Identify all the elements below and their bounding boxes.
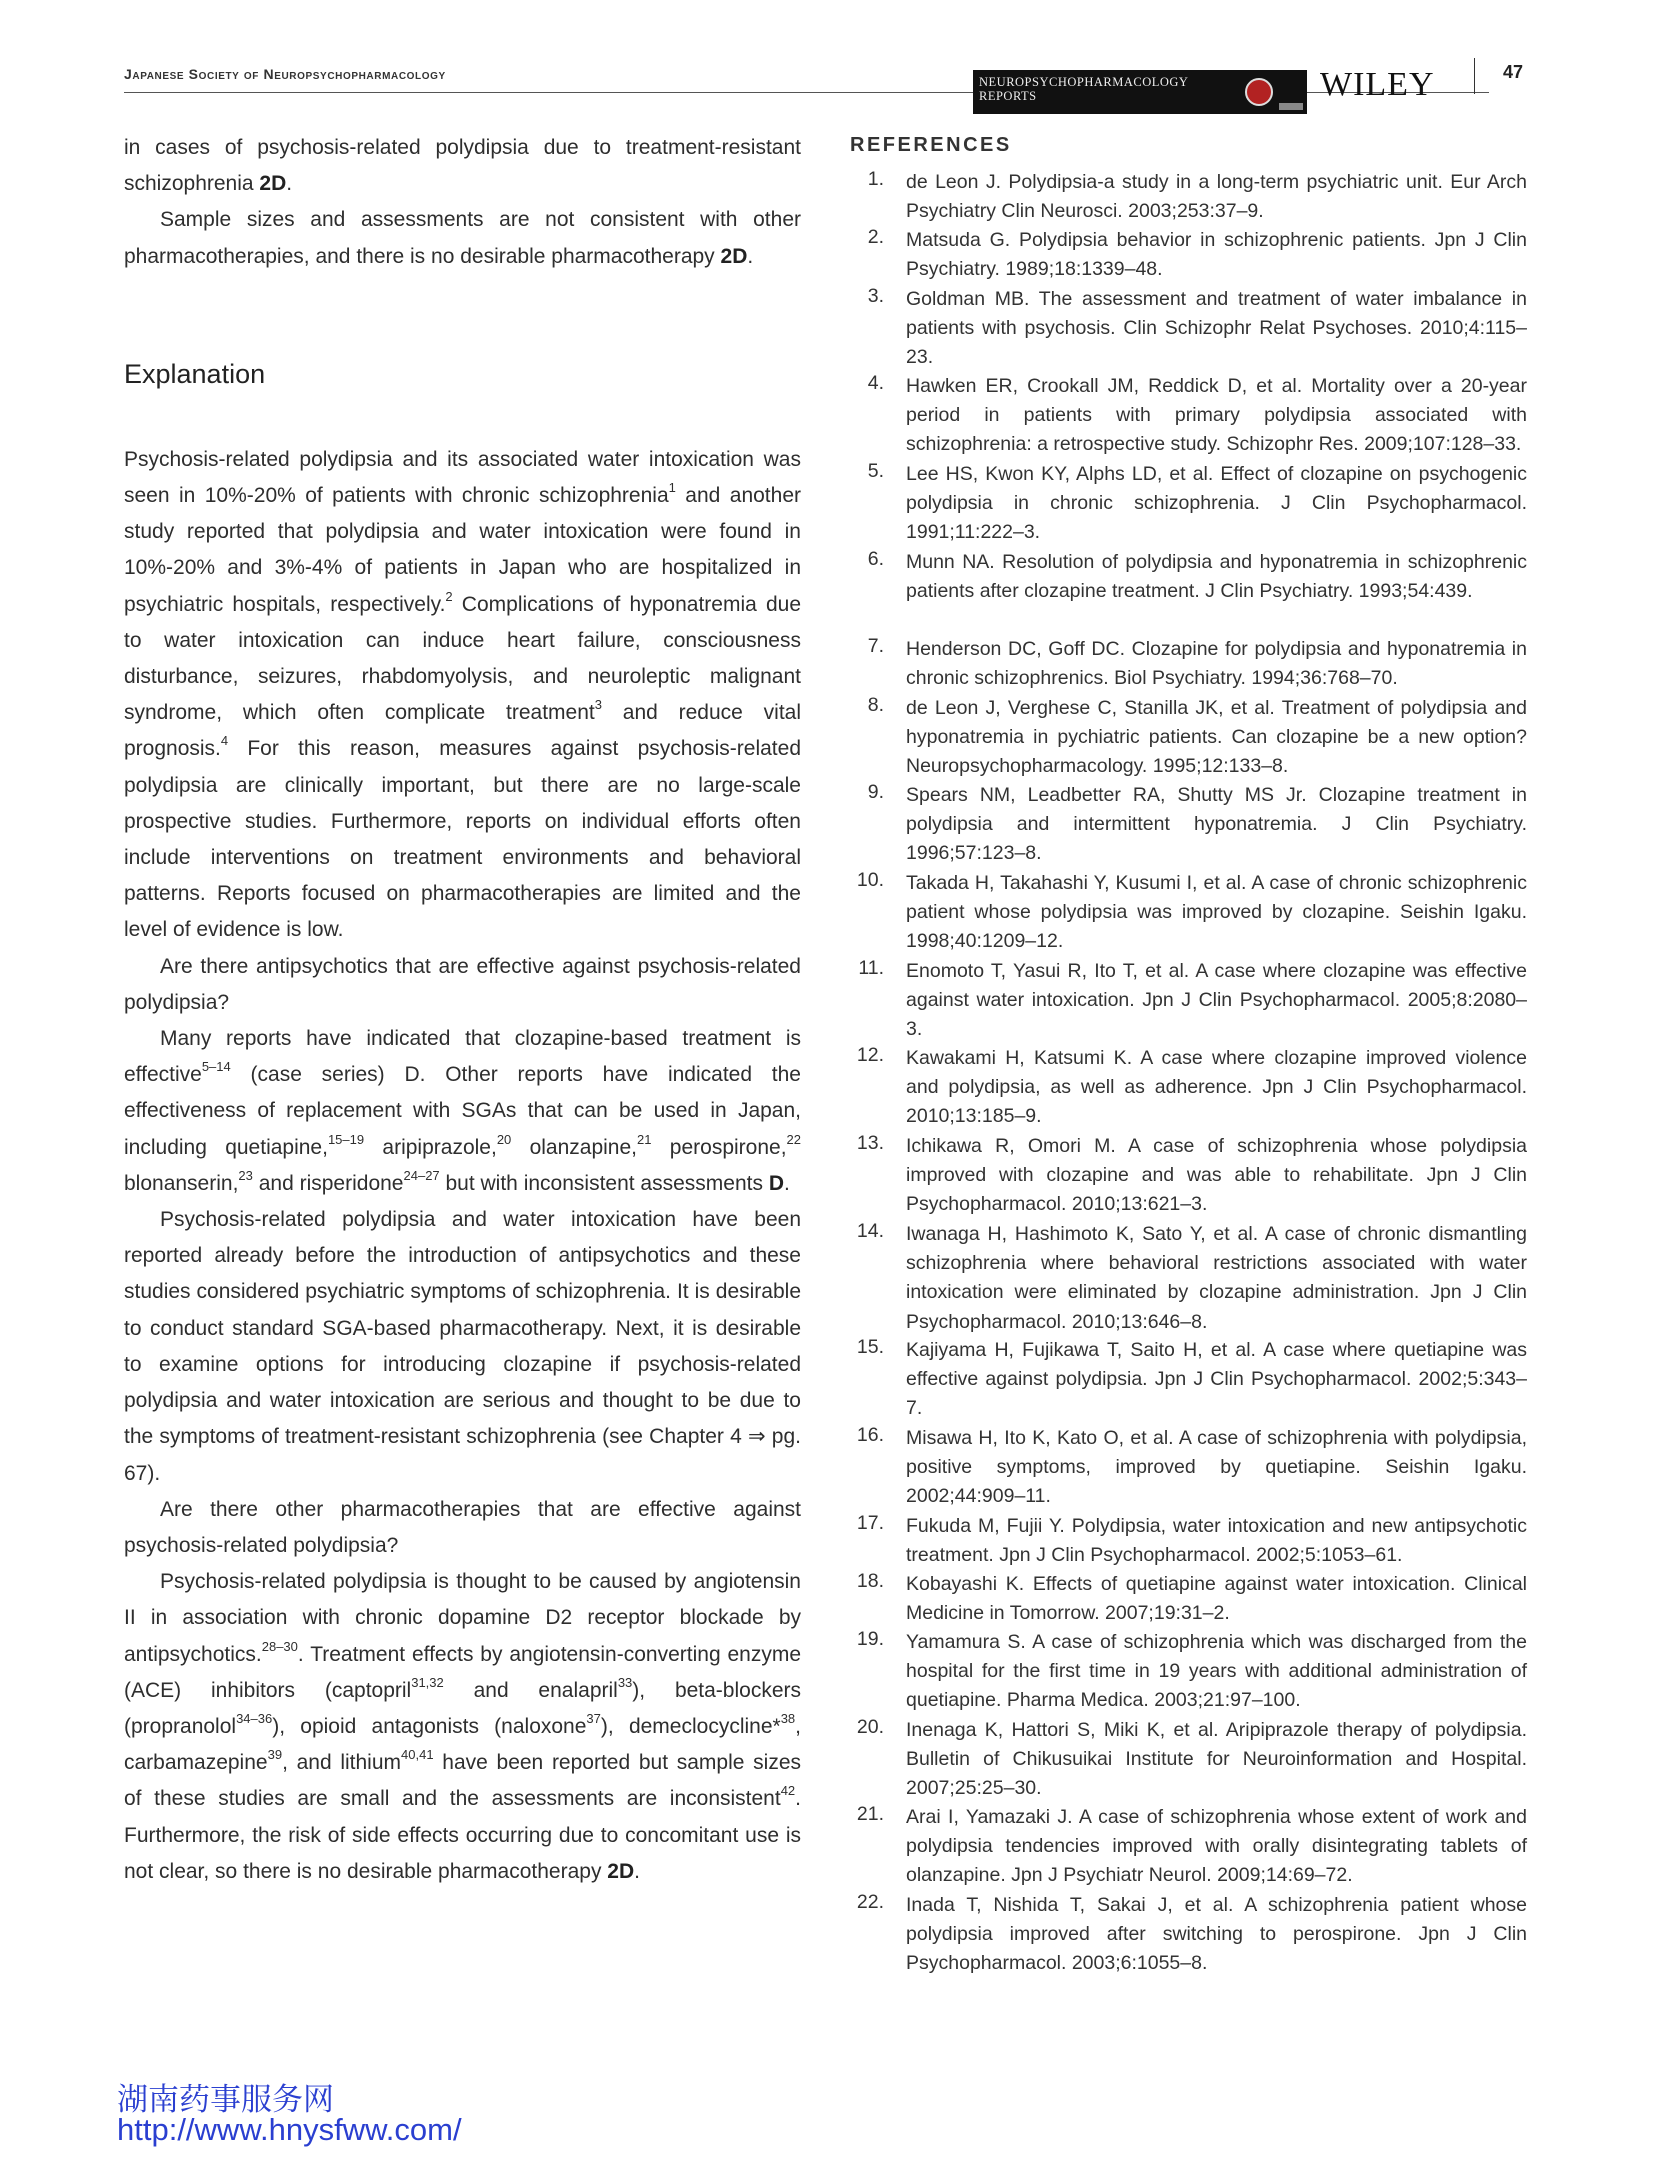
paragraph-explanation-3: Psychosis-related polydipsia and water intoxication have been reported already before the introduction of antipsychotics and these studies considered psychiatric symptoms of schizophrenia. It is desirable to conduct standard SGA-based pharmacotherapy. Next, it is desirable to examine options for introducing clozapine if psychosis-related polydipsia and water intoxication are serious and thought to be due to the symptoms of treatment-resistant schizophrenia (see Chapter 4 ⇒ pg. 67). bbox=[124, 1208, 801, 1485]
reference-text: Iwanaga H, Hashimoto K, Sato Y, et al. A case of chronic dismantling schizophrenia where behavioral restrictions associated with water intoxication were eliminated by clozapine administration. Jpn J Clin Psychopharmacol. 2010;13:646–8. bbox=[906, 1223, 1527, 1333]
citation: 39 bbox=[267, 1747, 283, 1763]
reference-text: Inenaga K, Hattori S, Miki K, et al. Aripiprazole therapy of polydipsia. Bulletin of Chikusuikai Institute for Neuroinformation and Hospital. 2007;25:25–30. bbox=[906, 1719, 1527, 1800]
page-number-divider bbox=[1474, 58, 1475, 94]
reference-number: 8. bbox=[867, 694, 884, 716]
reference-number: 21. bbox=[856, 1803, 884, 1825]
reference-text: Lee HS, Kwon KY, Alphs LD, et al. Effect of clozapine on psychogenic polydipsia in chronic schizophrenia. J Clin Psychopharmacol. 1991;11:222–3. bbox=[906, 463, 1527, 544]
journal-name-line1: NEUROPSYCHOPHARMACOLOGY bbox=[979, 75, 1189, 89]
citation: 1 bbox=[668, 480, 676, 496]
evidence-grade: 2D bbox=[720, 244, 748, 268]
journal-logo bbox=[973, 70, 1307, 114]
reference-number: 9. bbox=[867, 781, 884, 803]
reference-number: 10. bbox=[856, 869, 884, 891]
reference-text: Fukuda M, Fujii Y. Polydipsia, water intoxication and new antipsychotic treatment. Jpn J Clin Psychopharmacol. 2002;5:1053–61. bbox=[906, 1515, 1527, 1567]
reference-text: Takada H, Takahashi Y, Kusumi I, et al. A case of chronic schizophrenic patient whose polydipsia was improved by clozapine. Seishin Igaku. 1998;40:1209–12. bbox=[906, 872, 1527, 953]
evidence-grade: 2D bbox=[607, 1859, 635, 1883]
reference-number: 3. bbox=[867, 285, 884, 307]
citation: 5–14 bbox=[201, 1059, 231, 1075]
paragraph-explanation-2: Many reports have indicated that clozapine-based treatment is effective$^{5-14}$ (case series) D. Other reports have indicated the effectiveness of replacement with SGAs that can be used in Japan, including quetiapine,$^{15-19}$ aripiprazole,$^{20}$ olanzapine,$^{21}$ perospirone,$^{22}$ blonanserin,$^{23}$ and risperidone$^{24-27}$ but with inconsistent assessments D. bbox=[124, 1027, 801, 1195]
question-antipsychotics: Are there antipsychotics that are effective against psychosis-related polydipsia? bbox=[124, 954, 801, 1014]
journal-name-line2: REPORTS bbox=[979, 89, 1037, 103]
reference-text: Kajiyama H, Fujikawa T, Saito H, et al. A case where quetiapine was effective against polydipsia. Jpn J Clin Psychopharmacol. 2002;5:343–7. bbox=[906, 1339, 1527, 1420]
watermark-url-link[interactable]: http://www.hnysfww.com/ bbox=[117, 2112, 462, 2147]
paragraph-intro-2: Sample sizes and assessments are not consistent with other pharmacotherapies, and there is no desirable pharmacotherapy 2D. bbox=[124, 208, 801, 268]
section-heading-explanation: Explanation bbox=[124, 358, 266, 389]
reference-text: Inada T, Nishida T, Sakai J, et al. A schizophrenia patient whose polydipsia improved after switching to perospirone. Jpn J Clin Psychopharmacol. 2003;6:1055–8. bbox=[906, 1894, 1527, 1975]
reference-number: 11. bbox=[858, 957, 884, 979]
citation: 22 bbox=[786, 1131, 801, 1147]
citation: 37 bbox=[586, 1710, 601, 1726]
reference-text: Enomoto T, Yasui R, Ito T, et al. A case where clozapine was effective against water intoxication. Jpn J Clin Psychopharmacol. 2005;8:2080–3. bbox=[906, 960, 1527, 1041]
journal-tag-icon bbox=[1279, 103, 1303, 110]
citation: 3 bbox=[594, 697, 602, 713]
reference-text: Spears NM, Leadbetter RA, Shutty MS Jr. Clozapine treatment in polydipsia and intermittent hyponatremia. J Clin Psychiatry. 1996;57:123–8. bbox=[906, 784, 1527, 865]
reference-number: 22. bbox=[856, 1891, 884, 1913]
reference-number: 1. bbox=[867, 168, 884, 190]
left-column bbox=[124, 130, 801, 1890]
reference-number: 7. bbox=[867, 635, 884, 657]
reference-number: 14. bbox=[856, 1220, 884, 1242]
reference-number: 15. bbox=[856, 1336, 884, 1358]
running-header-society: Japanese Society of Neuropsychopharmacology bbox=[124, 66, 446, 82]
paragraph-explanation-4: Psychosis-related polydipsia is thought to be caused by angiotensin II in association with chronic dopamine D2 receptor blockade by antipsychotics.$^{28-30}$. Treatment effects by angiotensin-converting enzyme (ACE) inhibitors (captopril$^{31,32}$ and enalapril$^{33}$), beta-blockers (propranolol$^{34-36}$), opioid antagonists (naloxone$^{37}$), demeclocycline*$^{38}$, carbamazepine$^{39}$, and lithium$^{40,41}$ have been reported but sample sizes of these studies are small and the assessments are inconsistent$^{42}$. Furthermore, the risk of side effects occurring due to concomitant use is not clear, so there is no desirable pharmacotherapy 2D. bbox=[124, 1570, 802, 1883]
reference-text: Matsuda G. Polydipsia behavior in schizophrenic patients. Jpn J Clin Psychiatry. 1989;18:1339–48. bbox=[906, 229, 1527, 281]
citation: 20 bbox=[496, 1131, 512, 1147]
reference-number: 13. bbox=[856, 1132, 884, 1154]
citation: 42 bbox=[780, 1783, 796, 1799]
reference-number: 16. bbox=[856, 1424, 884, 1446]
reference-number: 17. bbox=[856, 1512, 884, 1534]
citation: 33 bbox=[617, 1674, 633, 1690]
reference-number: 19. bbox=[856, 1628, 884, 1650]
reference-text: Arai I, Yamazaki J. A case of schizophrenia whose extent of work and polydipsia tendencies improved with orally disintegrating tablets of olanzapine. Jpn J Psychiatr Neurol. 2009;14:69–72. bbox=[906, 1806, 1527, 1887]
references-heading: REFERENCES bbox=[850, 134, 1012, 156]
journal-emblem-icon bbox=[1245, 78, 1273, 106]
citation: 31,32 bbox=[411, 1674, 444, 1690]
citation: 23 bbox=[238, 1167, 253, 1183]
reference-number: 4. bbox=[867, 372, 884, 394]
reference-text: Yamamura S. A case of schizophrenia which was discharged from the hospital for the first time in 19 years with additional administration of quetiapine. Pharma Medica. 2003;21:97–100. bbox=[906, 1631, 1527, 1712]
reference-text: de Leon J, Verghese C, Stanilla JK, et al. Treatment of polydipsia and hyponatremia in pychiatric patients. Can clozapine be a new option? Neuropsychopharmacology. 1995;12:133–8. bbox=[906, 697, 1527, 778]
citation: 38 bbox=[780, 1710, 796, 1726]
citation: 15–19 bbox=[327, 1131, 365, 1147]
reference-text: Goldman MB. The assessment and treatment of water imbalance in patients with psychosis. Clin Schizophr Relat Psychoses. 2010;4:115–23. bbox=[906, 288, 1527, 369]
paragraph-explanation-1: Psychosis-related polydipsia and its associated water intoxication was seen in 10%-20% of patients with chronic schizophrenia$^1$ and another study reported that polydipsia and water intoxication were found in 10%-20% and 3%-4% of patients in Japan who are hospitalized in psychiatric hospitals, respectively.$^2$ Complications of hyponatremia due to water intoxication can induce heart failure, consciousness disturbance, seizures, rhabdomyolysis, and neuroleptic malignant syndrome, which often complicate treatment$^3$ and reduce vital prognosis.$^4$ For this reason, measures against psychosis-related polydipsia are clinically important, but there are no large-scale prospective studies. Furthermore, reports on individual efforts often include interventions on treatment environments and behavioral patterns. Reports focused on pharmacotherapies are limited and the level of evidence is low. bbox=[124, 447, 801, 942]
reference-number: 20. bbox=[856, 1716, 884, 1738]
reference-text: Henderson DC, Goff DC. Clozapine for polydipsia and hyponatremia in chronic schizophrenics. Biol Psychiatry. 1994;36:768–70. bbox=[906, 638, 1527, 690]
citation: 34–36 bbox=[236, 1710, 273, 1726]
citation: 4 bbox=[220, 733, 229, 749]
citation: 2 bbox=[445, 588, 453, 604]
reference-text: Kawakami H, Katsumi K. A case where clozapine improved violence and polydipsia, as well as adherence. Jpn J Clin Psychopharmacol. 2010;13:185–9. bbox=[906, 1047, 1527, 1128]
publisher-logo: WILEY bbox=[1320, 66, 1435, 103]
reference-text: Kobayashi K. Effects of quetiapine against water intoxication. Clinical Medicine in Tomorrow. 2007;19:31–2. bbox=[906, 1573, 1527, 1625]
reference-number: 12. bbox=[856, 1044, 884, 1066]
question-other-pharmacotherapies: Are there other pharmacotherapies that are effective against psychosis-related polydipsia? bbox=[124, 1497, 801, 1557]
citation: 24–27 bbox=[403, 1167, 440, 1183]
reference-number: 2. bbox=[867, 226, 884, 248]
reference-text: Hawken ER, Crookall JM, Reddick D, et al. Mortality over a 20-year period in patients with primary polydipsia associated with schizophrenia: a retrospective study. Schizophr Res. 2009;107:128–33. bbox=[906, 375, 1527, 456]
reference-text: Misawa H, Ito K, Kato O, et al. A case of schizophrenia with polydipsia, positive symptoms, improved by quetiapine. Seishin Igaku. 2002;44:909–11. bbox=[906, 1427, 1527, 1508]
evidence-grade: D bbox=[768, 1171, 784, 1195]
paragraph-intro-1: in cases of psychosis-related polydipsia due to treatment-resistant schizophrenia 2D. bbox=[124, 136, 801, 196]
citation: 28–30 bbox=[261, 1638, 298, 1654]
reference-text: Munn NA. Resolution of polydipsia and hyponatremia in schizophrenic patients after clozapine treatment. J Clin Psychiatry. 1993;54:439. bbox=[906, 551, 1527, 603]
watermark-site-name: 湖南药事服务网 bbox=[117, 2082, 334, 2118]
page-number: 47 bbox=[1503, 62, 1524, 82]
citation: 21 bbox=[637, 1131, 652, 1147]
citation: 40,41 bbox=[401, 1747, 434, 1763]
reference-text: de Leon J. Polydipsia-a study in a long-term psychiatric unit. Eur Arch Psychiatry Clin Neurosci. 2003;253:37–9. bbox=[906, 171, 1527, 223]
reference-number: 5. bbox=[867, 460, 884, 482]
reference-text: Ichikawa R, Omori M. A case of schizophrenia whose polydipsia improved with clozapine and was able to rehabilitate. Jpn J Clin Psychopharmacol. 2010;13:621–3. bbox=[906, 1135, 1527, 1216]
evidence-grade: 2D bbox=[259, 172, 287, 196]
reference-number: 18. bbox=[856, 1570, 884, 1592]
reference-number: 6. bbox=[867, 548, 884, 570]
